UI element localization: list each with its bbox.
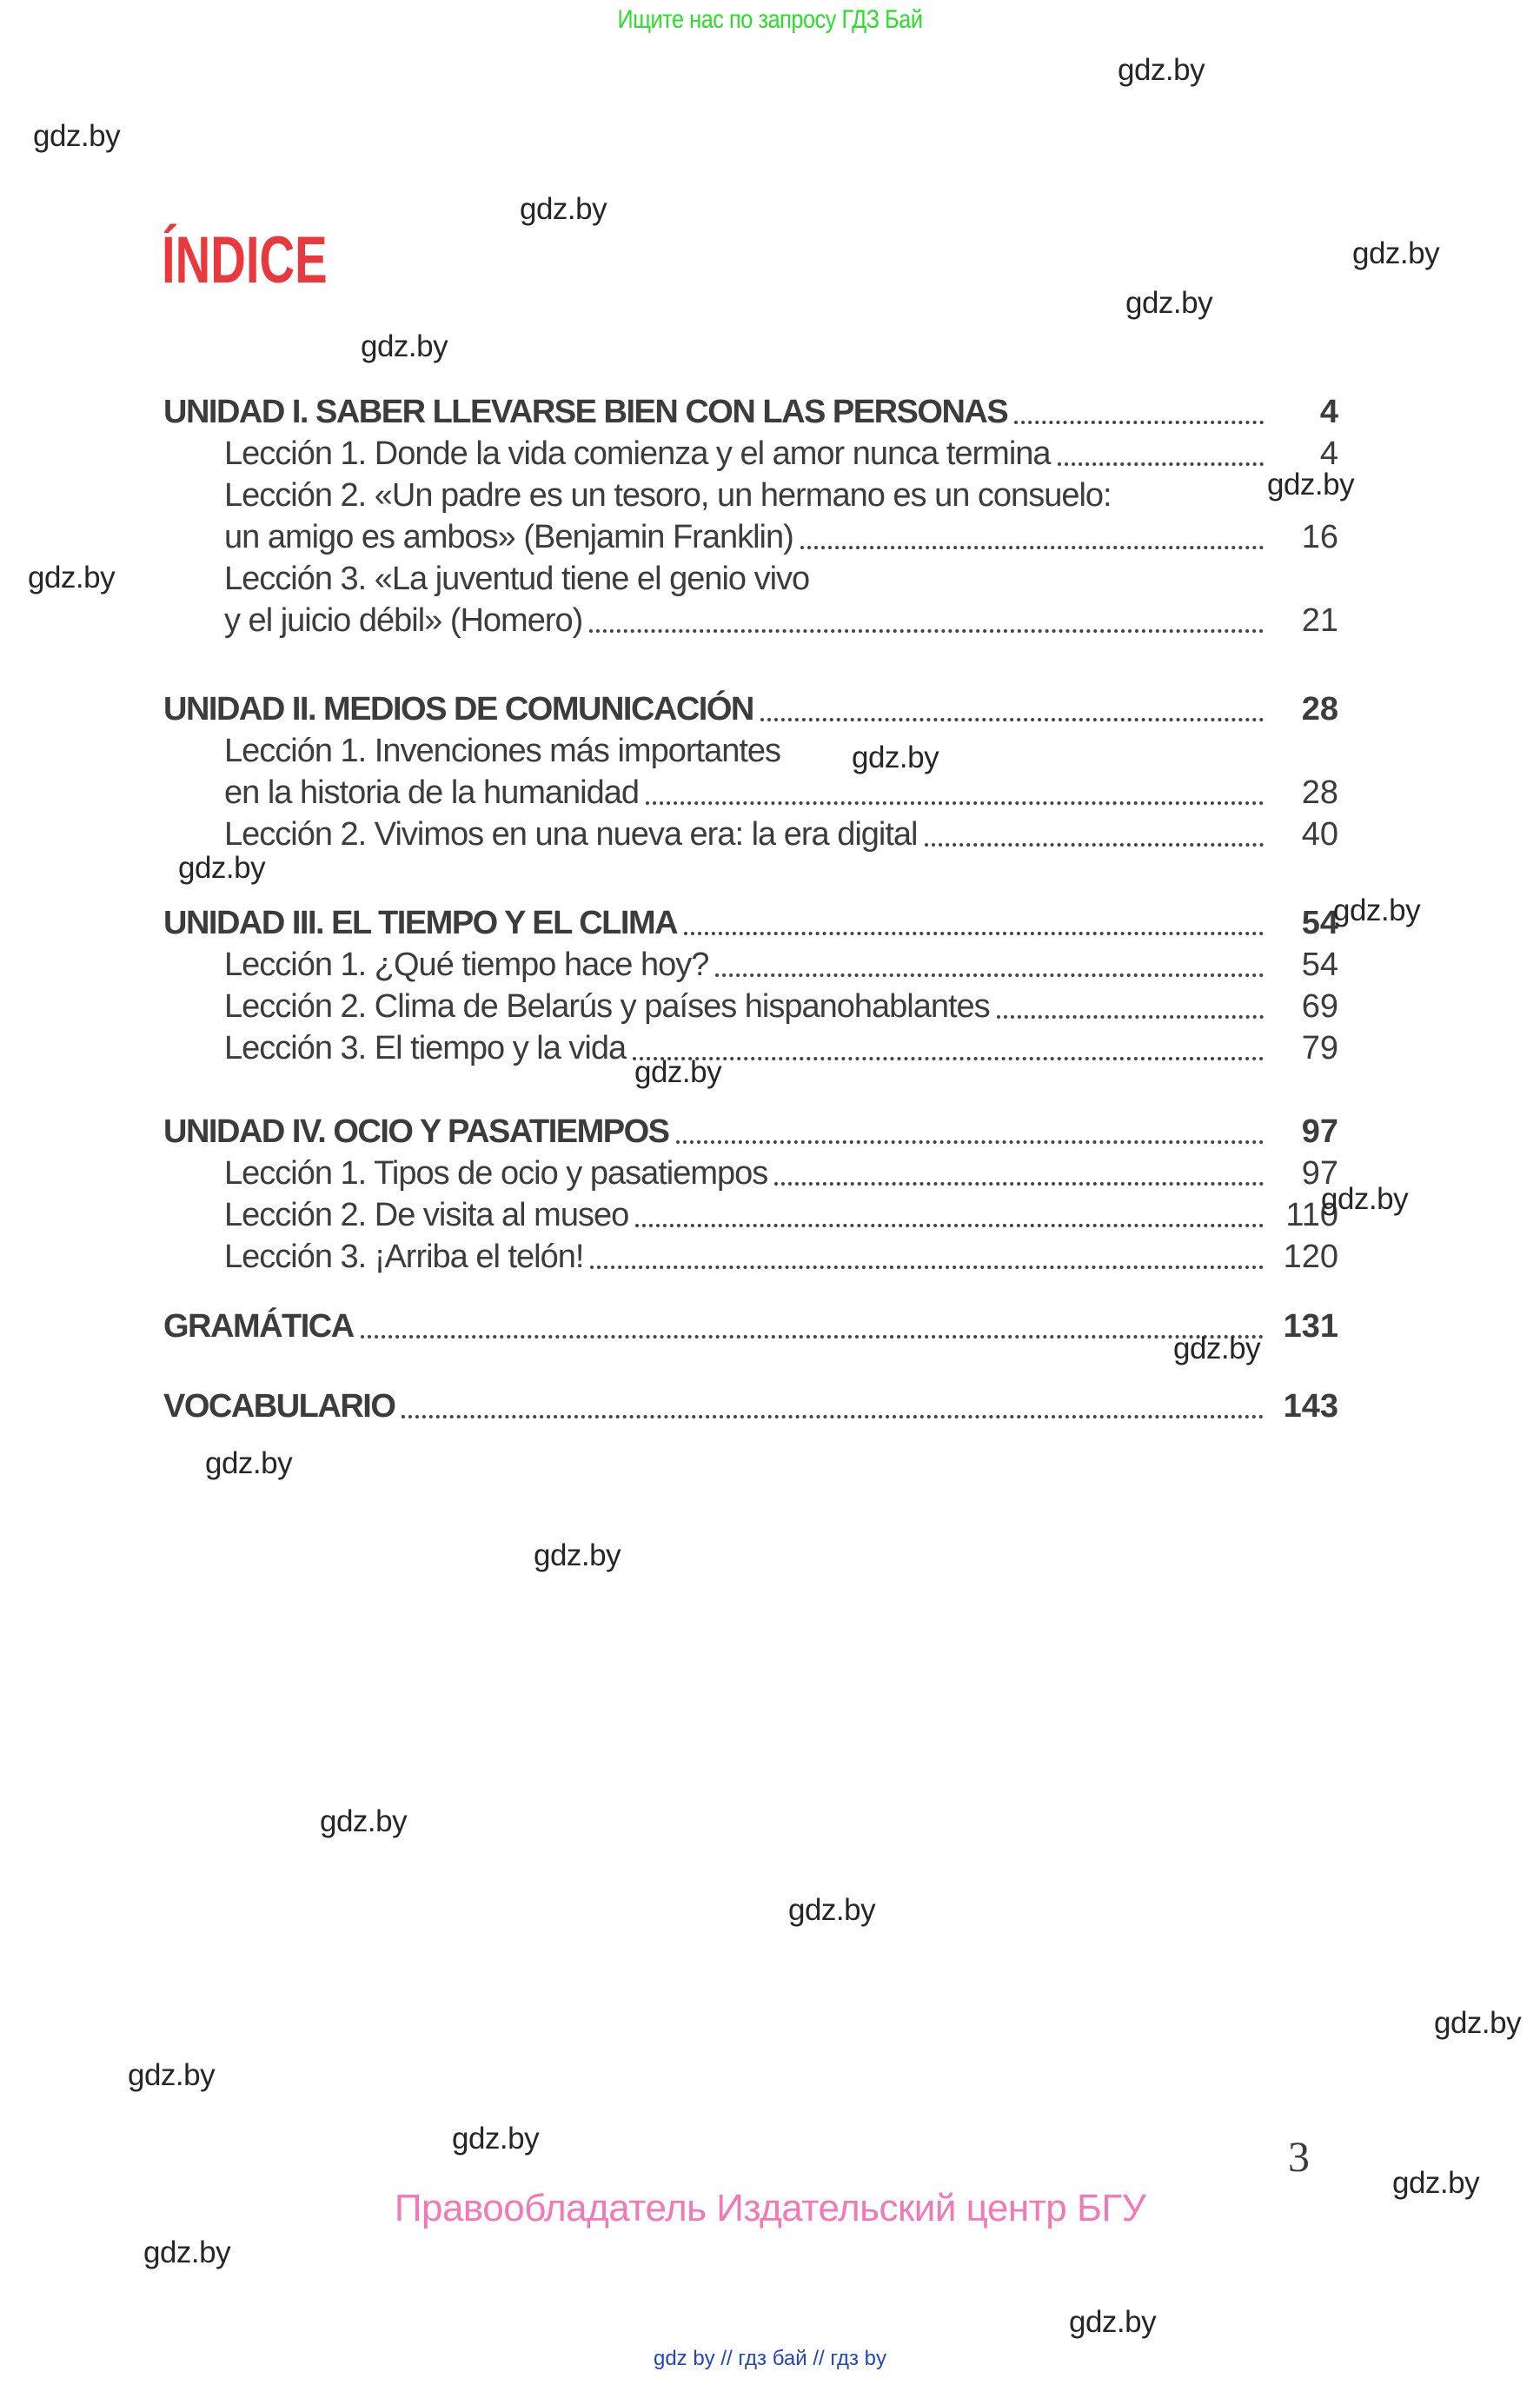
dot-leader xyxy=(633,1057,1264,1060)
watermark: gdz.by xyxy=(1321,1182,1409,1216)
toc-row xyxy=(163,1194,1338,1236)
watermark: gdz.by xyxy=(143,2236,231,2269)
dot-leader xyxy=(361,1335,1264,1339)
toc-entry-page: 110 xyxy=(1285,1197,1338,1233)
toc-entry-page: 79 xyxy=(1301,1030,1338,1066)
toc-entry-text: Lección 3. ¡Arriba el telón! xyxy=(224,1239,584,1275)
toc-gap xyxy=(163,1278,1338,1305)
toc-entry-text: Lección 2. De visita al museo xyxy=(224,1197,629,1233)
watermark: gdz.by xyxy=(1173,1332,1261,1365)
dot-leader xyxy=(684,932,1264,935)
toc-entry-text: Lección 2. «Un padre es un tesoro, un hermano es un consuelo: xyxy=(224,477,1112,514)
dot-leader xyxy=(1058,462,1264,466)
toc-entry-page: 97 xyxy=(1301,1113,1338,1150)
toc-entry-text: Lección 2. Vivimos en una nueva era: la era digital xyxy=(224,816,918,853)
watermark: gdz.by xyxy=(520,192,607,226)
dot-leader xyxy=(925,843,1265,847)
watermark: gdz.by xyxy=(1392,2166,1480,2200)
toc-entry-text: Lección 3. «La juventud tiene el genio vivo xyxy=(224,561,810,597)
dot-leader xyxy=(589,629,1264,633)
toc-entry-page: 21 xyxy=(1301,602,1338,639)
watermark: gdz.by xyxy=(178,851,266,885)
watermark: gdz.by xyxy=(534,1538,621,1572)
table-of-contents xyxy=(163,391,1338,1427)
toc-entry-page: 97 xyxy=(1301,1155,1338,1192)
toc-row xyxy=(163,1027,1338,1069)
toc-entry-text: UNIDAD III. EL TIEMPO Y EL CLIMA xyxy=(163,905,678,941)
watermark: gdz.by xyxy=(452,2122,540,2156)
page-title: ÍNDICE xyxy=(162,223,328,297)
watermark: gdz.by xyxy=(1125,286,1213,320)
toc-row xyxy=(163,986,1338,1027)
toc-row xyxy=(163,475,1338,516)
toc-row xyxy=(163,730,1338,772)
toc-row xyxy=(163,1111,1338,1153)
toc-row xyxy=(163,391,1338,433)
toc-row xyxy=(163,558,1338,600)
toc-entry-text: y el juicio débil» (Homero) xyxy=(224,602,583,639)
watermark: gdz.by xyxy=(852,741,939,774)
toc-row xyxy=(163,944,1338,986)
toc-row xyxy=(163,688,1338,730)
dot-leader xyxy=(676,1140,1264,1144)
page-number: 3 xyxy=(1288,2132,1310,2181)
watermark: gdz.by xyxy=(33,119,121,153)
toc-entry-text: VOCABULARIO xyxy=(163,1388,395,1425)
watermark: gdz.by xyxy=(205,1446,293,1480)
dot-leader xyxy=(760,718,1264,721)
toc-entry-page: 131 xyxy=(1283,1308,1338,1345)
watermark: gdz.by xyxy=(1352,236,1440,270)
dot-leader xyxy=(774,1182,1264,1186)
toc-entry-page: 120 xyxy=(1283,1239,1338,1275)
toc-gap xyxy=(163,641,1338,688)
watermark: gdz.by xyxy=(28,561,116,595)
toc-entry-text: Lección 3. El tiempo y la vida xyxy=(224,1030,627,1066)
watermark: gdz.by xyxy=(1333,894,1421,927)
toc-entry-page: 54 xyxy=(1301,905,1338,941)
toc-row xyxy=(163,902,1338,944)
toc-entry-text: UNIDAD II. MEDIOS DE COMUNICACIÓN xyxy=(163,691,753,727)
toc-row xyxy=(163,1305,1338,1347)
toc-row xyxy=(163,772,1338,814)
dot-leader xyxy=(997,1015,1264,1019)
toc-row xyxy=(163,600,1338,641)
promo-header: Ищите нас по запросу ГДЗ Бай xyxy=(617,5,923,34)
watermark: gdz.by xyxy=(634,1055,722,1089)
toc-entry-text: Lección 2. Clima de Belarús y países hispanohablantes xyxy=(224,988,990,1025)
toc-entry-page: 143 xyxy=(1283,1388,1338,1425)
dot-leader xyxy=(590,1266,1264,1269)
toc-entry-text: Lección 1. ¿Qué tiempo hace hoy? xyxy=(224,947,709,983)
toc-entry-page: 4 xyxy=(1319,435,1338,472)
toc-gap xyxy=(163,1347,1338,1385)
toc-row xyxy=(163,1385,1338,1427)
watermark: gdz.by xyxy=(1267,468,1355,502)
toc-entry-page: 40 xyxy=(1301,816,1338,853)
watermark: gdz.by xyxy=(361,329,448,363)
footer-links: gdz by // гдз бай // гдз by xyxy=(653,2347,887,2370)
toc-row xyxy=(163,814,1338,855)
toc-entry-page: 28 xyxy=(1301,774,1338,811)
toc-row xyxy=(163,1153,1338,1194)
toc-entry-page: 4 xyxy=(1319,394,1338,430)
publisher-line: Правообладатель Издательский центр БГУ xyxy=(394,2187,1146,2229)
toc-entry-text: en la historia de la humanidad xyxy=(224,774,640,811)
watermark: gdz.by xyxy=(1118,53,1205,87)
toc-entry-page: 28 xyxy=(1301,691,1338,727)
toc-entry-text: Lección 1. Invenciones más importantes xyxy=(224,733,781,769)
dot-leader xyxy=(715,973,1264,977)
toc-entry-text: Lección 1. Donde la vida comienza y el amor nunca termina xyxy=(224,435,1051,472)
toc-gap xyxy=(163,855,1338,902)
watermark: gdz.by xyxy=(1434,2006,1522,2040)
toc-entry-text: Lección 1. Tipos de ocio y pasatiempos xyxy=(224,1155,768,1192)
toc-entry-page: 69 xyxy=(1301,988,1338,1025)
toc-row xyxy=(163,516,1338,558)
toc-entry-page: 16 xyxy=(1301,519,1338,555)
dot-leader xyxy=(635,1224,1264,1227)
toc-entry-text: un amigo es ambos» (Benjamin Franklin) xyxy=(224,519,793,555)
toc-entry-page: 54 xyxy=(1301,947,1338,983)
toc-row xyxy=(163,433,1338,475)
toc-row xyxy=(163,1236,1338,1278)
toc-entry-text: UNIDAD IV. OCIO Y PASATIEMPOS xyxy=(163,1113,669,1150)
dot-leader xyxy=(646,801,1264,805)
toc-entry-text: GRAMÁTICA xyxy=(163,1308,354,1345)
toc-entry-text: UNIDAD I. SABER LLEVARSE BIEN CON LAS PERSONAS xyxy=(163,394,1008,430)
toc-gap xyxy=(163,1069,1338,1111)
dot-leader xyxy=(800,546,1264,549)
watermark: gdz.by xyxy=(128,2058,216,2092)
watermark: gdz.by xyxy=(788,1893,876,1927)
dot-leader xyxy=(1014,421,1264,424)
dot-leader xyxy=(402,1415,1264,1418)
watermark: gdz.by xyxy=(1069,2305,1157,2339)
watermark: gdz.by xyxy=(320,1804,408,1838)
